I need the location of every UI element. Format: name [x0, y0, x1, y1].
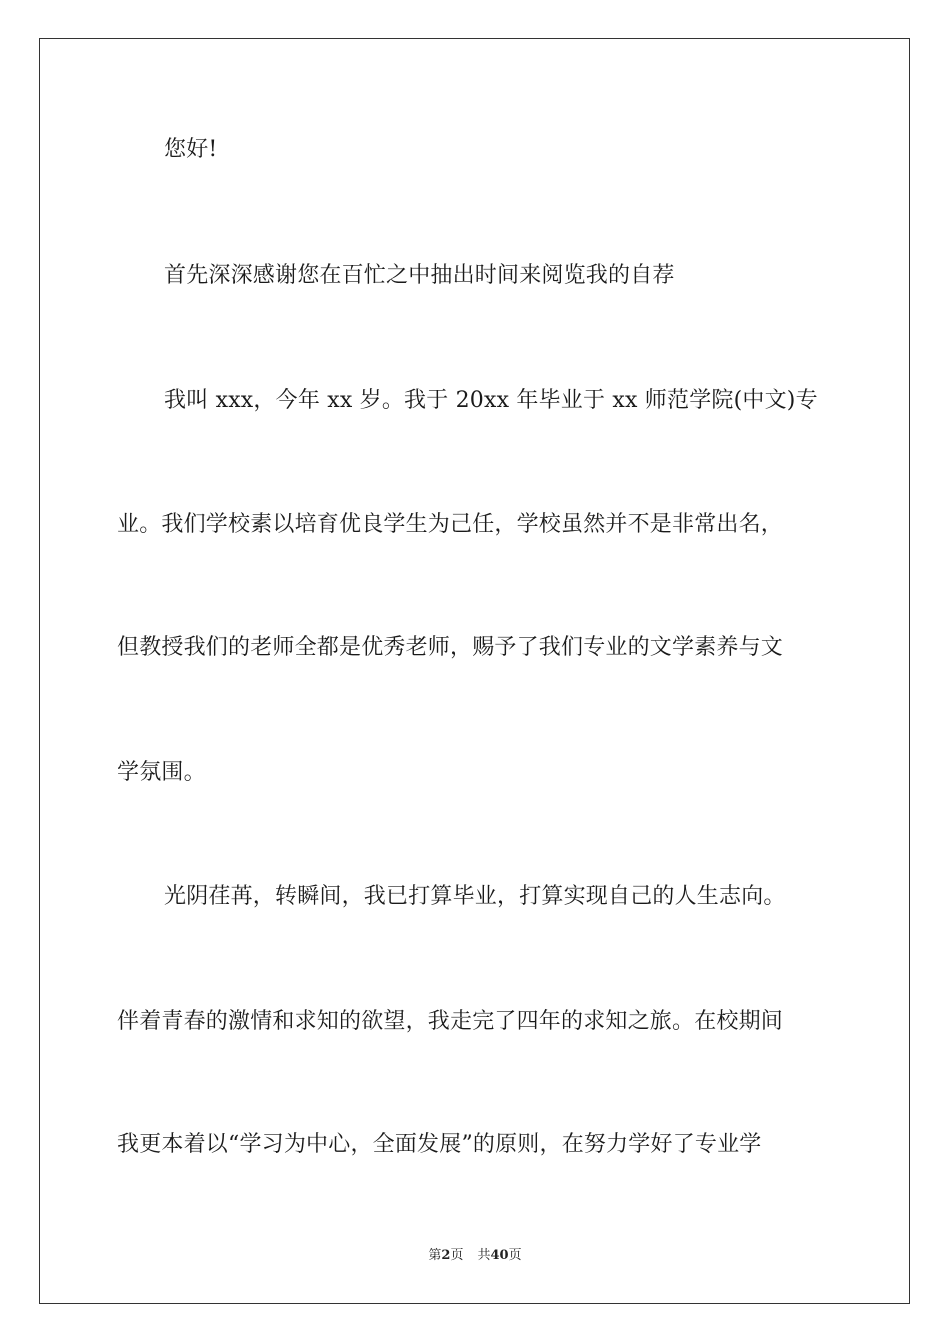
- page-number: 2: [441, 1248, 451, 1263]
- paragraph-line: 学氛围。: [117, 760, 206, 785]
- paragraph-line: 光阴荏苒，转瞬间，我已打算毕业，打算实现自己的人生志向。: [164, 884, 786, 909]
- paragraph-line: 但教授我们的老师全都是优秀老师，赐予了我们专业的文学素养与文: [117, 635, 784, 660]
- greeting-line: 您好!: [164, 137, 218, 162]
- page-suffix: 页: [450, 1248, 464, 1263]
- page-border: [39, 38, 910, 1304]
- total-pages: 40: [490, 1248, 509, 1263]
- page-footer: [0, 1247, 950, 1265]
- page-prefix: 第: [428, 1248, 442, 1263]
- paragraph-line: 业。我们学校素以培育优良学生为己任，学校虽然并不是非常出名，: [117, 512, 784, 537]
- total-prefix: 共: [477, 1248, 491, 1263]
- total-suffix: 页: [508, 1248, 522, 1263]
- paragraph-line: 伴着青春的激情和求知的欲望，我走完了四年的求知之旅。在校期间: [117, 1009, 784, 1034]
- paragraph-line: 我叫 xxx，今年 xx 岁。我于 20xx 年毕业于 xx 师范学院(中文)专: [164, 388, 818, 413]
- paragraph-line: 我更本着以“学习为中心，全面发展”的原则，在努力学好了专业学: [117, 1132, 762, 1157]
- paragraph-line: 首先深深感谢您在百忙之中抽出时间来阅览我的自荐: [164, 263, 675, 288]
